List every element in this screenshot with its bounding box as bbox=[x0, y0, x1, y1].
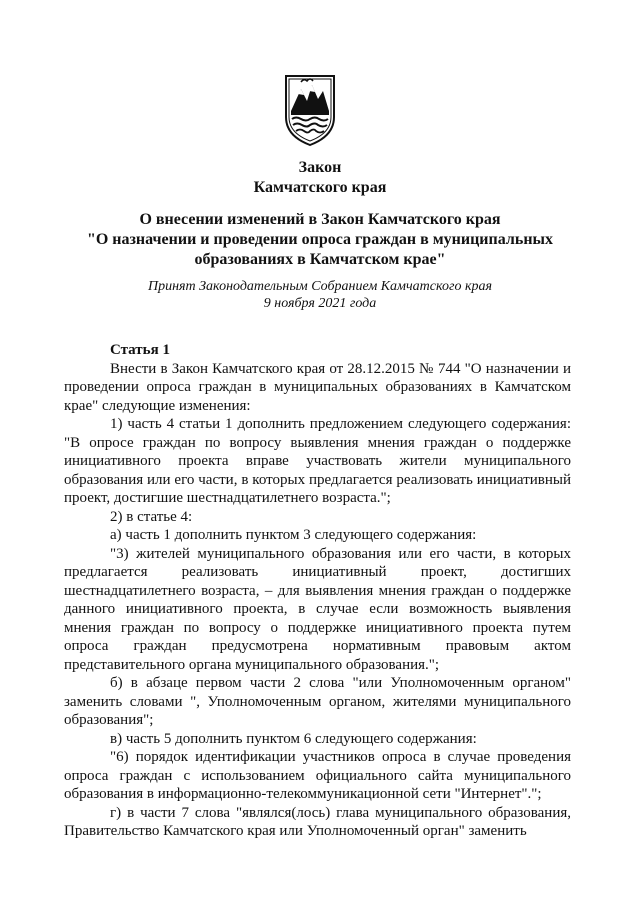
paragraph: Внести в Закон Камчатского края от 28.12.2015 № 744 "О назначении и проведении опроса граждан в муниципальных образованиях в Камчатском крае" следующие изменения: bbox=[64, 360, 571, 414]
title-line-3: образованиях в Камчатском крае" bbox=[194, 251, 446, 268]
adoption-date: 9 ноября 2021 года bbox=[263, 296, 377, 311]
law-heading bbox=[0, 158, 640, 198]
law-title bbox=[0, 210, 640, 270]
paragraph: г) в части 7 слова "являлся(лось) глава муниципального образования, Правительство Камчатского края или Уполномоченный орган" заменить bbox=[64, 804, 571, 839]
paragraph: "3) жителей муниципального образования или его части, в которых предлагается реализовать инициативный проект, достигших шестнадцатилетнего возраста, – для выявления мнения граждан о поддержке данного инициативного проекта, в случае если возможность выявления мнения граждан по вопросу о поддержке инициативного проекта путем опроса граждан предусмотрена нормативным правовым актом представительного органа муниципального образования."; bbox=[64, 545, 571, 673]
paragraph: 1) часть 4 статьи 1 дополнить предложением следующего содержания: "В опросе граждан по вопросу выявления мнения граждан о поддержке инициативного проекта вправе участвовать жители муниципального образования или его части, в которых предлагается реализовать инициативный проект, достигшие шестнадцатилетнего возраста."; bbox=[64, 416, 571, 506]
article-body bbox=[64, 341, 571, 841]
doc-type: Закон bbox=[298, 159, 342, 176]
paragraph: 2) в статье 4: bbox=[110, 508, 193, 525]
title-line-1: О внесении изменений в Закон Камчатского края bbox=[139, 211, 501, 228]
title-line-2: "О назначении и проведении опроса граждан в муниципальных bbox=[86, 231, 554, 248]
paragraph: а) часть 1 дополнить пунктом 3 следующего содержания: bbox=[110, 527, 477, 543]
adoption-note bbox=[0, 278, 640, 312]
adopted-by: Принят Законодательным Собранием Камчатского края bbox=[147, 279, 493, 294]
paragraph: "6) порядок идентификации участников опроса в случае проведения опроса граждан с использованием официального сайта муниципального образования в информационно-телекоммуникационной сети "Интернет"."; bbox=[64, 749, 571, 802]
article-heading: Статья 1 bbox=[110, 342, 170, 358]
paragraph: б) в абзаце первом части 2 слова "или Уполномоченным органом" заменить словами ", Уполномоченным органом, жителями муниципального образования"; bbox=[64, 675, 571, 728]
coat-of-arms-icon bbox=[281, 73, 339, 147]
paragraph: в) часть 5 дополнить пунктом 6 следующего содержания: bbox=[110, 730, 477, 747]
region-name: Камчатского края bbox=[253, 179, 387, 196]
